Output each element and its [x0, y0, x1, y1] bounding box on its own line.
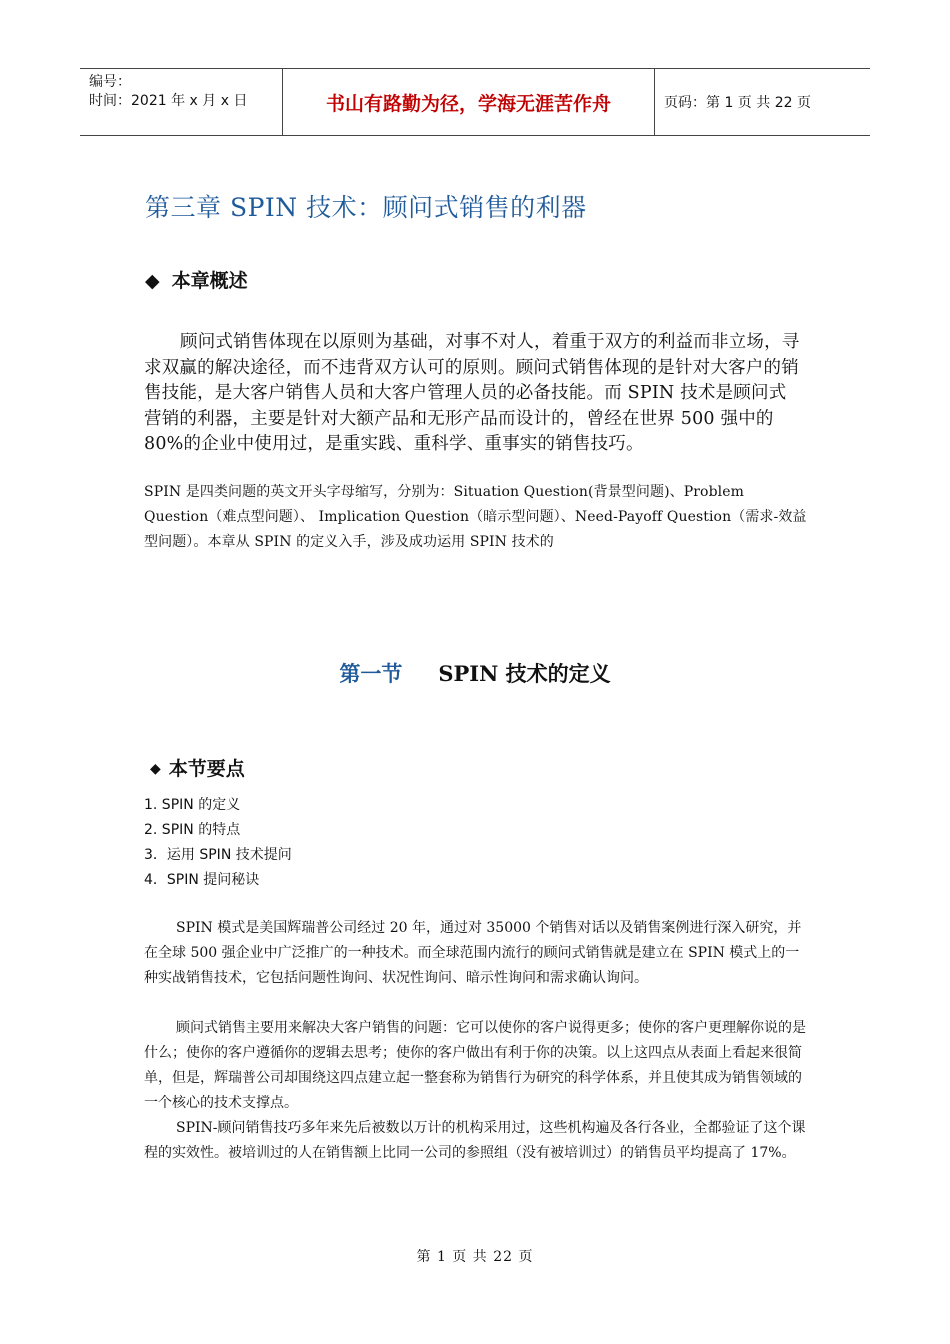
- body-paragraph: SPIN-顾问销售技巧多年来先后被数以万计的机构采用过，这些机构遍及各行各业，全都验证了这个课程的实效性。被培训过的人在销售额上比同一公司的参照组（没有被培训过）的销售员平均提高了 17%。: [144, 1120, 806, 1161]
- overview-paragraph: 顾问式销售体现在以原则为基础，对事不对人，着重于双方的利益而非立场，寻求双赢的解决途径，而不违背双方认可的原则。顾问式销售体现的是针对大客户的销售技能，是大客户销售人员和大客户管理人员的必备技能。而 SPIN 技术是顾问式营销的利器，主要是针对大额产品和无形产品而设计的，曾经在世界 500 强中的 80%的企业中使用过，是重实践、重科学、重事实的销售技巧。: [144, 332, 800, 454]
- header-page-code: 页码：第 1 页 共 22 页: [664, 95, 811, 111]
- list-item: 2. SPIN 的特点: [144, 822, 241, 838]
- page-header: [80, 68, 870, 136]
- document-date: 时间：2021 年 x 月 x 日: [89, 93, 248, 109]
- spin-abbreviation-paragraph: SPIN 是四类问题的英文开头字母缩写，分别为：Situation Question(背景型问题)、Problem Question（难点型问题）、 Implication Question（暗示型问题）、Need-Payoff Question（需求-效益型问题）。本章从 SPIN 的定义入手，涉及成功运用 SPIN 技术的: [144, 484, 807, 550]
- key-points-heading: [150, 754, 245, 781]
- overview-heading-text: 本章概述: [171, 270, 248, 292]
- chapter-title: 第三章 SPIN 技术：顾问式销售的利器: [145, 193, 587, 222]
- list-item: 3．运用 SPIN 技术提问: [144, 847, 292, 863]
- header-meta-cell: [80, 69, 282, 135]
- diamond-bullet-icon: ◆: [145, 270, 160, 292]
- body-paragraph: SPIN 模式是美国辉瑞普公司经过 20 年，通过对 35000 个销售对话以及销售案例进行深入研究，并在全球 500 强企业中广泛推广的一种技术。而全球范围内流行的顾问式销售就是建立在 SPIN 模式上的一种实战销售技术，它包括问题性询问、状况性询问、暗示性询问和需求确认询问。: [144, 920, 802, 986]
- body-paragraph: 顾问式销售主要用来解决大客户销售的问题：它可以使你的客户说得更多；使你的客户更理解你说的是什么；使你的客户遵循你的逻辑去思考；使你的客户做出有利于你的决策。以上这四点从表面上看起来很简单，但是，辉瑞普公司却围绕这四点建立起一整套称为销售行为研究的科学体系，并且使其成为销售领域的一个核心的技术支撑点。: [144, 1020, 806, 1111]
- diamond-bullet-icon: ◆: [150, 761, 161, 777]
- section-number: 第一节: [339, 661, 403, 686]
- list-item: 1. SPIN 的定义: [144, 797, 241, 813]
- section-title: [0, 658, 950, 688]
- document-number-label: 编号：: [89, 74, 131, 90]
- list-item: 4．SPIN 提问秘诀: [144, 872, 260, 888]
- page-footer: 第 1 页 共 22 页: [416, 1249, 534, 1265]
- overview-heading: [145, 266, 248, 293]
- section-title-text: SPIN 技术的定义: [438, 661, 611, 686]
- key-points-list: [144, 793, 292, 893]
- header-motto: 书山有路勤为径，学海无涯苦作舟: [282, 69, 655, 135]
- key-points-heading-text: 本节要点: [168, 758, 245, 780]
